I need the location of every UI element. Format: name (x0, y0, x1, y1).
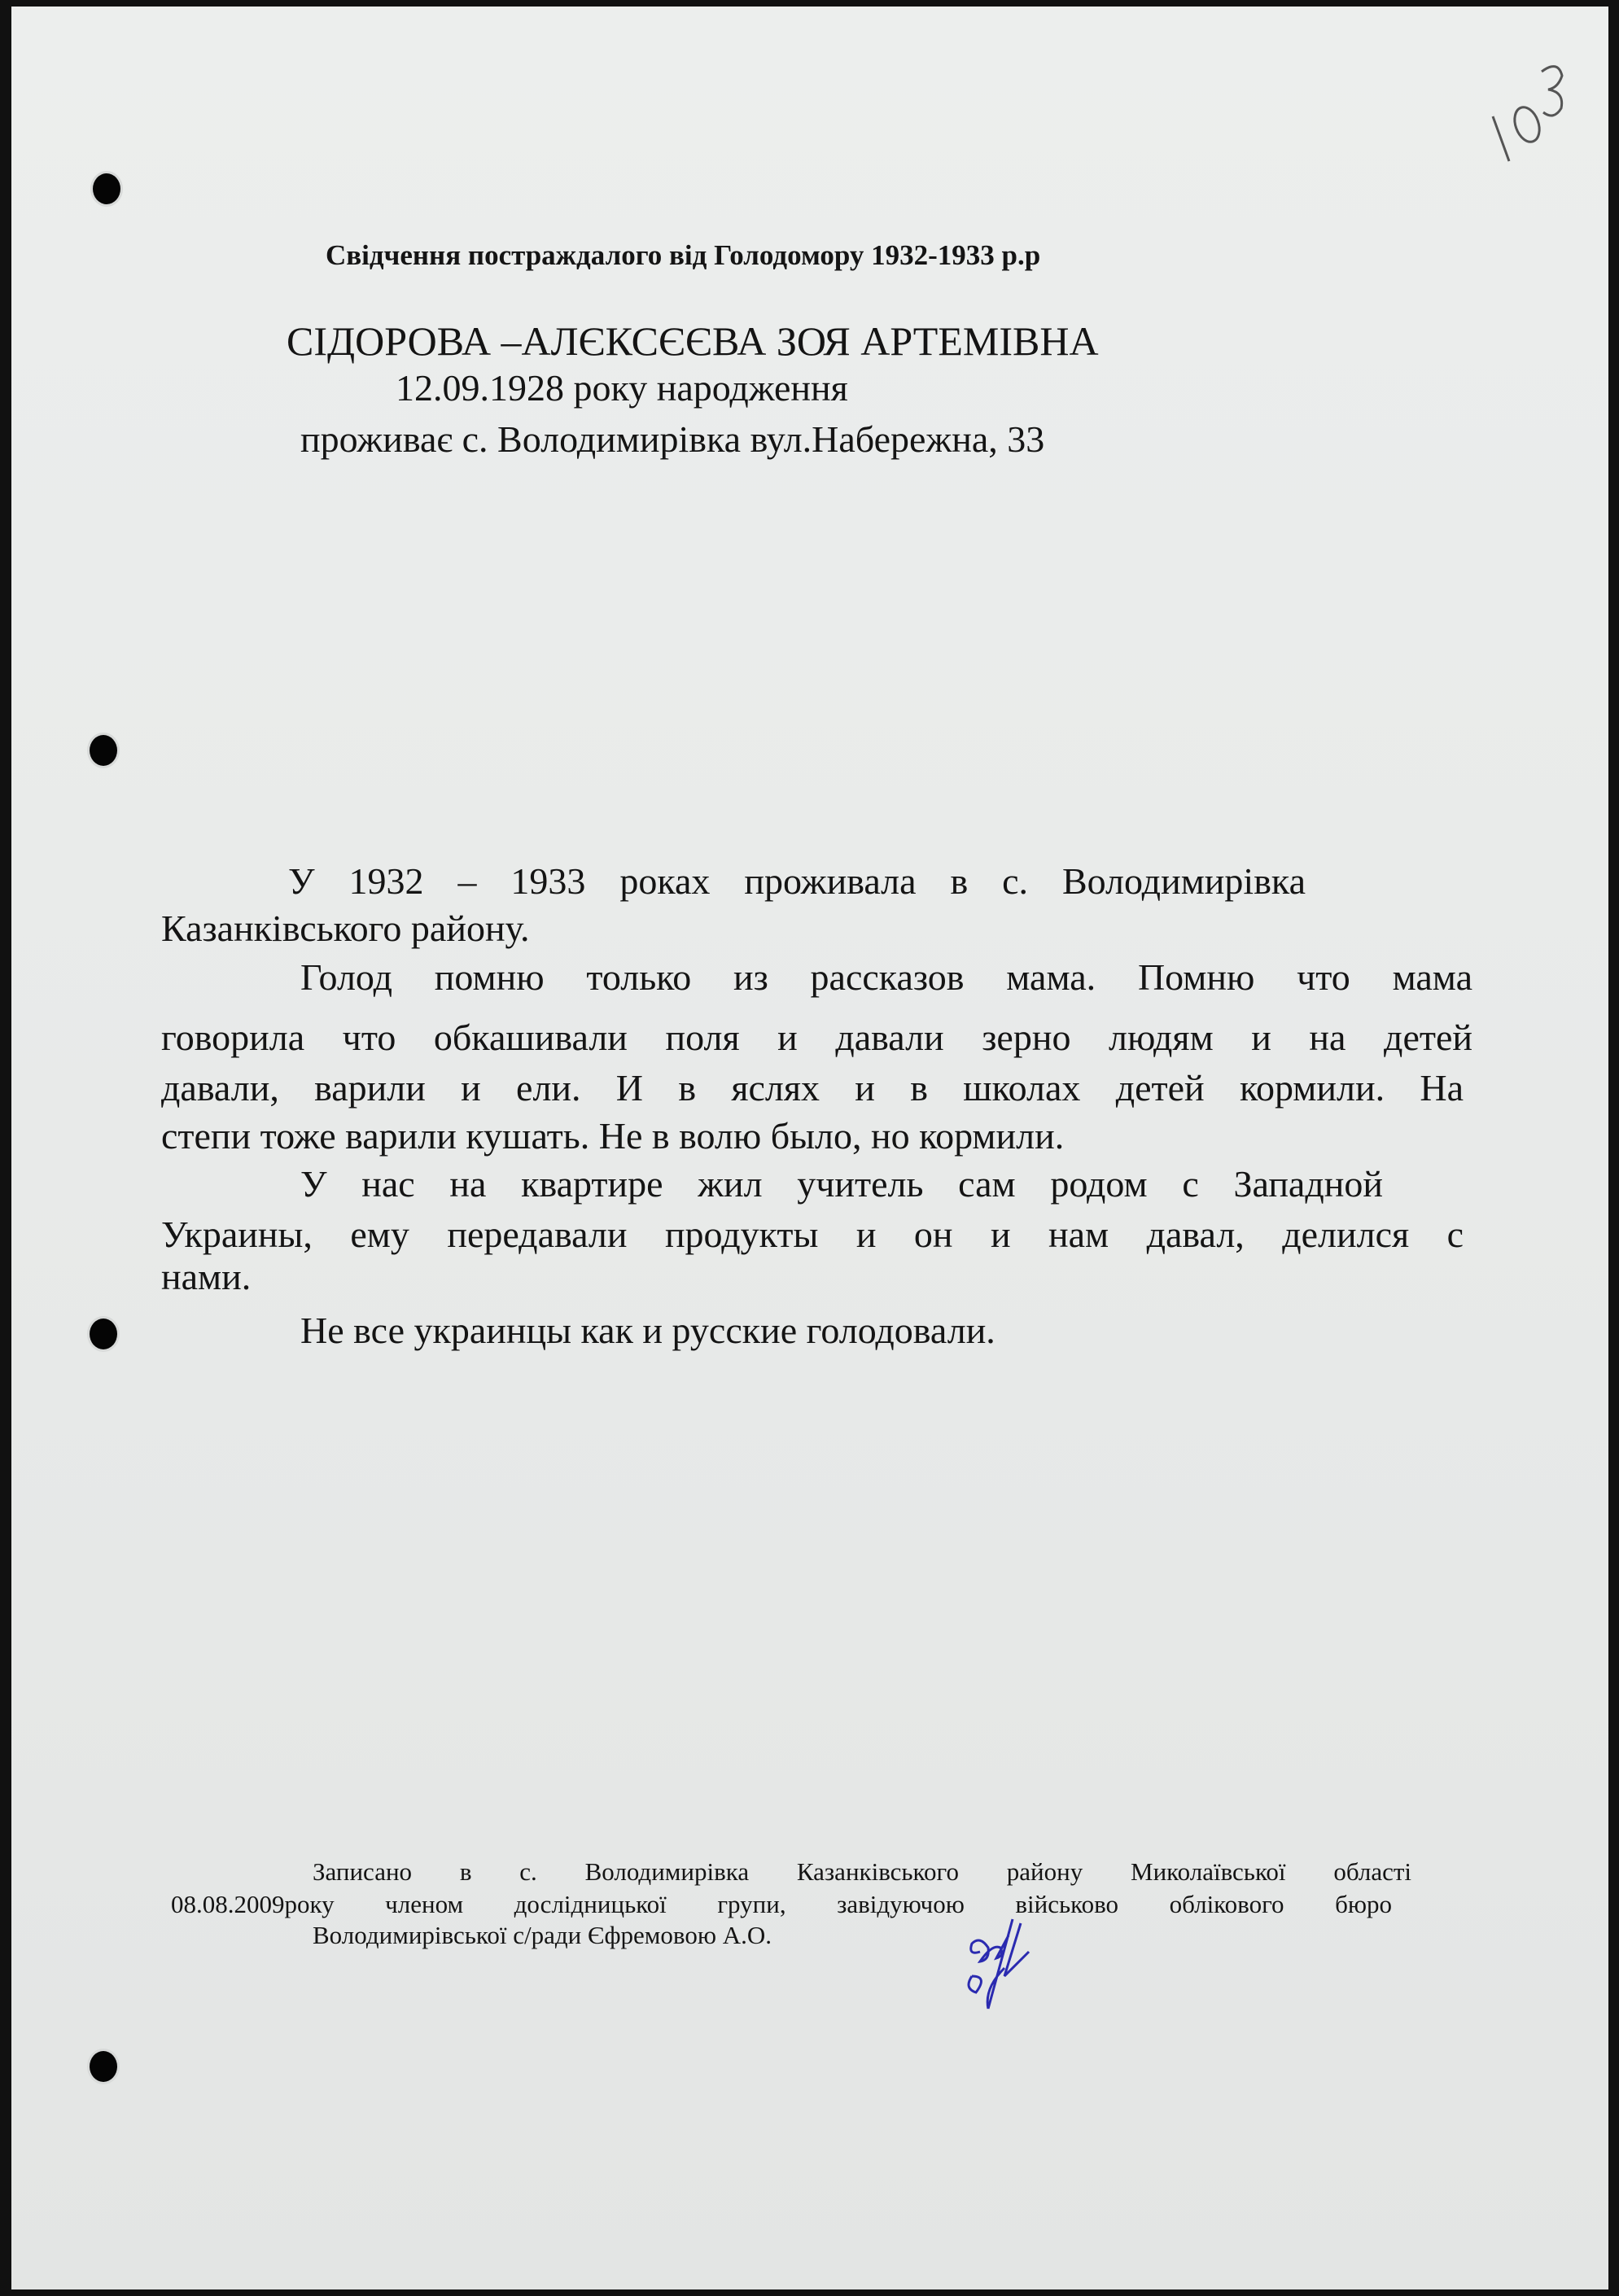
birth-date: 12.09.1928 року народження (396, 367, 848, 409)
signature (956, 1911, 1094, 2017)
footer-line: Записано в с. Володимирівка Казанківського району Миколаївської області (313, 1857, 1411, 1886)
footer-line: Володимирівської с/ради Єфремовою А.О. (313, 1921, 772, 1949)
body-line: Казанківського району. (161, 907, 530, 949)
address: проживає с. Володимирівка вул.Набережна, 33 (300, 418, 1045, 460)
body-line: Не все украинцы как и русские голодовали. (300, 1310, 995, 1351)
punch-hole (93, 173, 120, 204)
handwritten-page-number (1477, 39, 1574, 169)
document-title: Свідчення постраждалого від Голодомору 1932-1933 р.р (326, 239, 1041, 271)
body-line: Украины, ему передавали продукты и он и нам давал, делился с (161, 1214, 1464, 1255)
body-line: говорила что обкашивали поля и давали зерно людям и на детей (161, 1017, 1472, 1058)
body-line: нами. (161, 1256, 252, 1297)
body-line: давали, варили и ели. И в яслях и в школах детей кормили. На (161, 1067, 1464, 1109)
body-line: У 1932 – 1933 роках проживала в с. Володимирівка (288, 860, 1306, 902)
punch-hole (90, 735, 117, 766)
document-page (11, 7, 1608, 2289)
body-line: Голод помню только из рассказов мама. Помню что мама (300, 956, 1472, 998)
footer-line: 08.08.2009року членом дослідницької групи, завідуючою військово облікового бюро (171, 1890, 1392, 1918)
body-line: степи тоже варили кушать. Не в волю было, но кормили. (161, 1115, 1065, 1157)
person-name: СІДОРОВА –АЛЄКСЄЄВА ЗОЯ АРТЕМІВНА (287, 318, 1099, 364)
body-line: У нас на квартире жил учитель сам родом с Западной (300, 1163, 1383, 1205)
punch-hole (90, 1319, 117, 1349)
punch-hole (90, 2051, 117, 2082)
